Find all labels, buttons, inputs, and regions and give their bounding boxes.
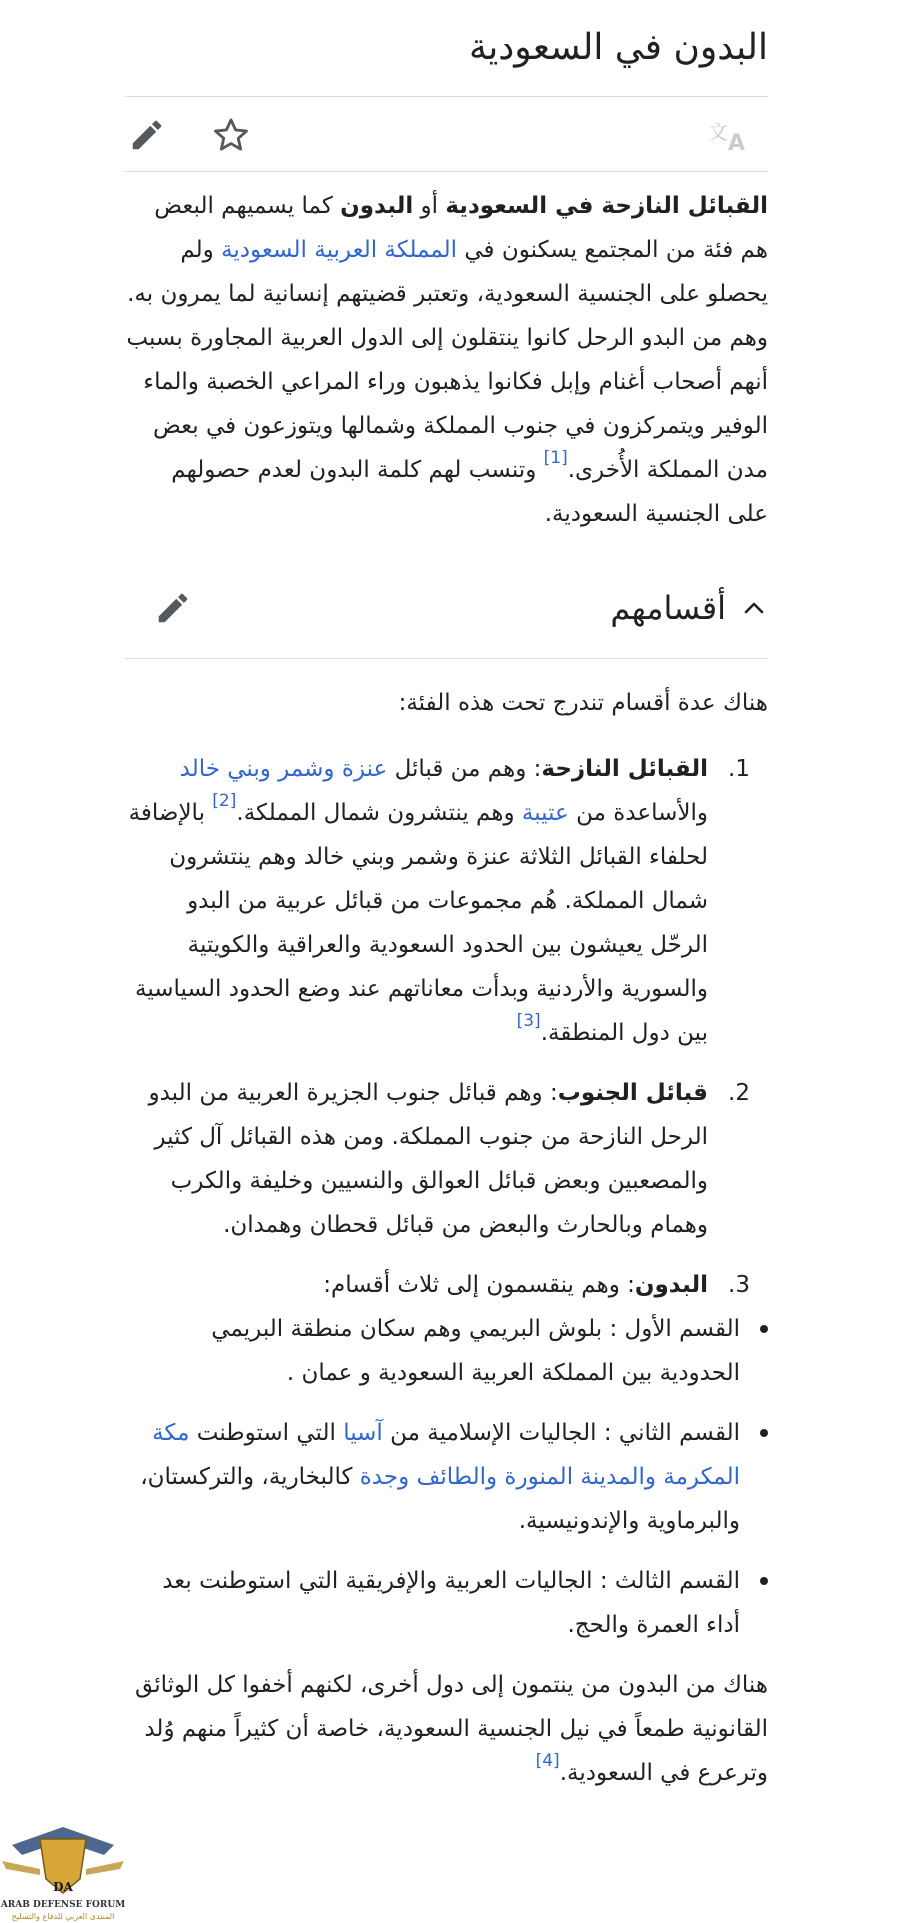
list-number: 3. bbox=[728, 1272, 750, 1298]
divisions-list bbox=[125, 747, 768, 1307]
language-icon[interactable] bbox=[708, 113, 768, 157]
reference-1[interactable]: [1] bbox=[543, 448, 568, 468]
sub-item-text: القسم الثاني : الجاليات الإسلامية من bbox=[382, 1420, 740, 1446]
bullet bbox=[760, 1325, 768, 1333]
item-text: : وهم من قبائل bbox=[387, 756, 542, 782]
lead-conj: أو bbox=[413, 193, 446, 219]
link-otaibah[interactable]: عتيبة bbox=[521, 800, 569, 826]
logo-name-en: ARAB DEFENSE FORUM bbox=[0, 1900, 126, 1910]
section-body bbox=[125, 659, 768, 1795]
item-term: قبائل الجنوب bbox=[557, 1080, 708, 1106]
list-item bbox=[125, 1307, 768, 1395]
sub-item-text: القسم الثالث : الجاليات العربية والإفريقية التي استوطنت بعد أداء العمرة والحج. bbox=[162, 1568, 740, 1638]
item-text: وهم ينتشرون شمال المملكة. bbox=[236, 800, 522, 826]
item-text: بالإضافة لحلفاء القبائل الثلاثة عنزة وشمر وبني خالد وهم ينتشرون شمال المملكة. هُم مجموعات من قبائل عربية من البدو الرحّل يعيشون بين الحدود السعودية والعراقية والكويتية والسورية والأردنية وبدأت معاناتهم عند وضع الحدود السياسية بين دول المنطقة. bbox=[128, 800, 708, 1046]
lead-term-1: القبائل النازحة في السعودية bbox=[445, 193, 768, 219]
lead-text-2: ولم يحصلو على الجنسية السعودية، وتعتبر قضيتهم إنسانية لما يمرون به. وهم من البدو الرحل كانوا ينتقلون إلى الدول العربية المجاورة بسبب أنهم أصحاب أغنام وإبل فكانوا يذهبون وراء المراعي الخصبة والماء الوفير ويتمركزون في جنوب المملكة وشمالها ويتوزعون في بعض مدن المملكة الأُخرى. bbox=[126, 237, 768, 483]
item-text: : وهم ينقسمون إلى ثلاث أقسام: bbox=[323, 1272, 635, 1298]
article bbox=[125, 0, 768, 1795]
bullet bbox=[760, 1577, 768, 1585]
lead-term-2: البدون bbox=[340, 193, 414, 219]
reference-2[interactable]: [2] bbox=[212, 791, 237, 811]
sub-item-text: التي استوطنت bbox=[189, 1420, 344, 1446]
lead-text-3: وتنسب لهم كلمة البدون لعدم حصولهم على الجنسية السعودية. bbox=[171, 457, 768, 527]
list-item bbox=[125, 747, 768, 1055]
chevron-up-icon[interactable] bbox=[740, 594, 768, 622]
item-term: البدون bbox=[634, 1272, 708, 1298]
item-term: القبائل النازحة bbox=[541, 756, 708, 782]
page-actions-toolbar bbox=[125, 97, 768, 171]
section-title: أقسامهم bbox=[610, 589, 726, 627]
bullet bbox=[760, 1429, 768, 1437]
closing-text: هناك من البدون من ينتمون إلى دول أخرى، لكنهم أخفوا كل الوثائق القانونية طمعاً في نيل الجنسية السعودية، خاصة أن كثيراً منهم وُلد وترعرع في السعودية. bbox=[135, 1672, 768, 1786]
sub-item-text: القسم الأول : بلوش البريمي وهم سكان منطقة البريمي الحدودية بين المملكة العربية السعودية و عمان . bbox=[211, 1316, 740, 1386]
svg-text:文: 文 bbox=[708, 120, 728, 144]
link-anizah-shammar-bani-khalid[interactable]: عنزة وشمر وبني خالد bbox=[179, 756, 388, 782]
list-item bbox=[125, 1263, 768, 1307]
logo-name-ar: المنتدى العربي للدفاع والتسليح bbox=[11, 1912, 115, 1921]
list-item bbox=[125, 1071, 768, 1247]
sub-divisions-list bbox=[125, 1307, 768, 1647]
logo-badge-text: DA bbox=[53, 1880, 73, 1894]
reference-3[interactable]: [3] bbox=[516, 1011, 541, 1031]
closing-paragraph bbox=[125, 1663, 768, 1795]
list-item bbox=[125, 1559, 768, 1647]
pencil-icon[interactable] bbox=[151, 586, 195, 630]
pencil-icon[interactable] bbox=[125, 113, 169, 157]
svg-text:A: A bbox=[727, 131, 745, 156]
lead-paragraph bbox=[125, 172, 768, 536]
list-number: 2. bbox=[728, 1080, 750, 1106]
link-saudi-arabia[interactable]: المملكة العربية السعودية bbox=[221, 237, 458, 263]
list-item bbox=[125, 1411, 768, 1543]
list-number: 1. bbox=[728, 756, 750, 782]
section-header[interactable] bbox=[125, 576, 768, 658]
star-icon[interactable] bbox=[209, 113, 253, 157]
reference-4[interactable]: [4] bbox=[535, 1751, 560, 1771]
item-text: : وهم قبائل جنوب الجزيرة العربية من البدو الرحل النازحة من جنوب المملكة. ومن هذه القبائل آل كثير والمصعبين وبعض قبائل العوالق والنسيين وخليفة والكرب وهمام وبالحارث والبعض من قبائل قحطان وهمدان. bbox=[148, 1080, 708, 1238]
lead-text-1: كما يسميهم البعض هم فئة من المجتمع يسكنون في bbox=[154, 193, 768, 263]
sub-item-text: كالبخارية، والتركستان، والبرماوية والإندونيسية. bbox=[140, 1464, 740, 1534]
item-text: والأساعدة من bbox=[568, 800, 708, 826]
page-title: البدون في السعودية bbox=[468, 27, 768, 68]
forum-logo-watermark bbox=[0, 1819, 126, 1923]
link-asia[interactable]: آسيا bbox=[343, 1420, 383, 1446]
section-intro: هناك عدة أقسام تندرج تحت هذه الفئة: bbox=[398, 690, 768, 716]
link-holy-cities[interactable]: مكة المكرمة والمدينة المنورة والطائف وجدة bbox=[152, 1420, 740, 1490]
